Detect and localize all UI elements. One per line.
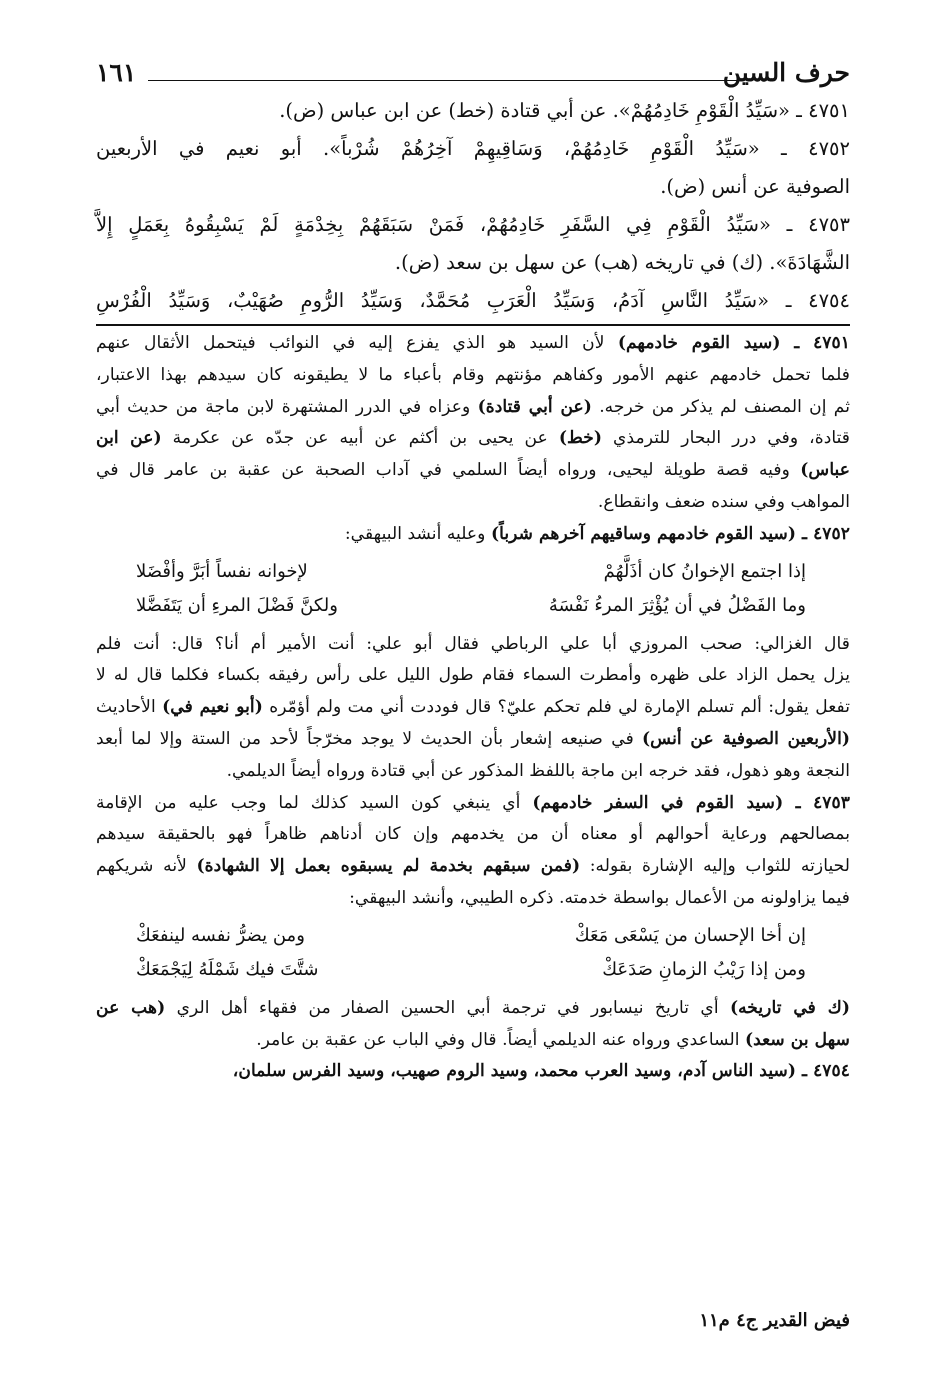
commentary-4752-line-1: ٤٧٥٢ ـ (سيد القوم خادمهم وساقيهم آخرهم شرباً) وعليه أنشد البيهقي:	[344, 523, 850, 544]
commentary-4753-line-1: ٤٧٥٣ ـ (سيد القوم في السفر خادمهم) أي ينبغي كون السيد كذلك لما وجب عليه من الإقامة	[96, 792, 851, 813]
commentary-4752-heading: ٤٧٥٢ ـ (سيد القوم خادمهم وساقيهم آخرهم شرباً)	[490, 523, 850, 544]
hadith-4752-line-2: الصوفية عن أنس (ض).	[660, 175, 850, 198]
commentary-4752-line-4: تفعل يقول: ألم تسلم الإمارة لي فلم تحكم عليّ؟ قال فوددت أني مت ولم أؤمّره (أبو نعيم في) الأحاديث	[96, 697, 850, 718]
commentary-block	[96, 328, 850, 1088]
commentary-4751-line-5: عباس) وفيه قصة طويلة ليحيى، ورواه أيضاً السلمي في آداب الصحبة عن عقبة بن عامر قال في	[96, 460, 850, 481]
hadith-4753-line-1: ٤٧٥٣ ـ «سَيِّدُ الْقَوْمِ فِي السَّفَرِ خَادِمُهُمْ، فَمَنْ سَبَقَهُمْ بِخِدْمَةٍ لَمْ يَسْبِقُوهُ بِعَمَلٍ إِلاَّ	[96, 213, 850, 236]
hadith-4752-line-1: ٤٧٥٢ ـ «سَيِّدُ الْقَوْمِ خَادِمُهُمْ، وَسَاقِيهِمْ آخِرُهُمْ شُرْباً». أبو نعيم في الأربعين	[96, 137, 850, 160]
verse-line	[136, 555, 806, 589]
verse-hemistich: ومن إذا رَيْبُ الزمانِ صَدَعَكْ	[602, 958, 806, 980]
commentary-4752-line-6: النجعة وهو ذهول، فقد خرجه ابن ماجة باللفظ المذكور عن أبي قتادة ورواه أيضاً الديلمي.	[226, 760, 850, 781]
book-page	[96, 52, 851, 1331]
verse-line	[136, 953, 806, 987]
poem-verses-1	[96, 555, 850, 623]
commentary-4751-line-4: قتادة، وفي درر البحار للترمذي (خط) عن يحيى بن أكثم عن أبيه عن جدّه عن عكرمة (عن ابن	[96, 428, 851, 449]
commentary-4751-heading: ٤٧٥١ ـ (سيد القوم خادمهم)	[617, 333, 850, 353]
commentary-4751-line-1: ٤٧٥١ ـ (سيد القوم خادمهم) لأن السيد هو الذي يفزع إليه في النوائب فيتحمل الأثقال عنهم	[96, 333, 850, 353]
commentary-4751-line-6: المواهب وفي سنده ضعف وانقطاع.	[597, 491, 850, 512]
commentary-4754-heading: ٤٧٥٤ ـ (سيد الناس آدم، وسيد العرب محمد، وسيد الروم صهيب، وسيد الفرس سلمان،	[232, 1061, 850, 1082]
commentary-4753-line-6: سهل بن سعد) الساعدي ورواه عنه الديلمي أيضاً. قال وفي الباب عن عقبة بن عامر.	[256, 1029, 850, 1050]
commentary-divider	[96, 324, 850, 326]
verse-line	[136, 589, 806, 623]
commentary-4752-line-3: يزل يحمل الزاد على ظهره وأمطرت السماء فقام طول الليل على رأس رفيقه بكساء فكلما قال له لا	[96, 665, 850, 686]
hadith-4754: ٤٧٥٤ ـ «سَيِّدُ النَّاسِ آدَمُ، وَسَيِّدُ الْعَرَبِ مُحَمَّدٌ، وَسَيِّدُ الرُّومِ صُهَيْبٌ، وَسَيِّدُ الْفُرْسِ	[96, 289, 850, 312]
signature-mark: فيض القدير ج٤ م١١	[699, 1310, 850, 1331]
verse-hemistich: إن أخا الإحسان من يَسْعَى مَعَكْ	[574, 924, 806, 946]
hadith-4753-line-2: الشَّهَادَةَ». (ك) في تاريخه (هب) عن سهل بن سعد (ض).	[394, 251, 850, 274]
verse-line	[136, 919, 806, 953]
running-header	[96, 52, 850, 92]
verse-hemistich: شتَّتَ فيك شَمْلَهُ لِيَجْمَعَكْ	[136, 958, 319, 980]
commentary-4752-line-5: (الأربعين الصوفية عن أنس) في صنيعه إشعار بأن الحديث لا يوجد مخرّجاً لأحد من الستة وإلا لما أبعد	[96, 728, 850, 749]
chapter-title: حرف السين	[722, 58, 850, 87]
verse-hemistich: وما الفَضْلُ في أن يُؤْثِرَ المرءُ نَفْسَهُ	[548, 594, 806, 616]
commentary-4753-line-4: فيما يزاولونه من الأعمال بواسطة خدمته. ذكره الطيبي، وأنشد البيهقي:	[349, 887, 850, 908]
verse-hemistich: ولكنَّ فَضْلَ المرءِ أن يَتَفَضَّلا	[136, 594, 338, 616]
hadith-4751: ٤٧٥١ ـ «سَيِّدُ الْقَوْمِ خَادِمُهُمْ». عن أبي قتادة (خط) عن ابن عباس (ض).	[279, 99, 850, 122]
commentary-4753-line-5: (ك في تاريخه) أي تاريخ نيسابور في ترجمة أبي الحسين الصفار من فقهاء أهل الري (هب عن	[96, 997, 851, 1018]
commentary-4753-line-2: بمصالحهم ورعاية أحوالهم أو معناه أن من يخدمهم وإن كان أدناهم ظاهراً فهو بالحقيقة سيدهم	[96, 824, 850, 845]
verse-hemistich: ومن يضرُّ نفسه لينفعَكْ	[136, 924, 305, 946]
commentary-4751-line-2: فلما تحمل خادمهم عنهم الأمور وكفاهم مؤنتهم وقام بأعباء ما لا يطيقونه كان سيدهم بهذا الاعتبار،	[96, 364, 850, 385]
commentary-4752-line-2: قال الغزالي: صحب المروزي أبا علي الرباطي فقال أبو علي: أنت الأمير أم أنا؟ قال: أنت فلم	[96, 633, 850, 654]
poem-verses-2	[96, 919, 850, 987]
commentary-4753-line-3: لحيازته للثواب وإليه الإشارة بقوله: (فمن سبقهم بخدمة لم يسبقوه بعمل إلا الشهادة) لأنه شريكهم	[96, 856, 850, 877]
commentary-4751-line-3: ثم إن المصنف لم يذكر من خرجه. (عن أبي قتادة) وعزاه في الدرر المشتهرة لابن ماجة من حديث أبي	[96, 396, 851, 417]
page-number: ١٦١	[96, 58, 137, 87]
verse-hemistich: لإخوانه نفساً أبَرَّ وأفْضَلا	[136, 560, 308, 582]
verse-hemistich: إذا اجتمع الإخوانُ كان أذَلَّهُمْ	[603, 560, 806, 582]
header-rule	[148, 80, 742, 81]
commentary-4754-line-1	[96, 1056, 850, 1088]
commentary-4753-heading: ٤٧٥٣ ـ (سيد القوم في السفر خادمهم)	[532, 792, 851, 813]
hadith-text-block	[96, 92, 850, 320]
